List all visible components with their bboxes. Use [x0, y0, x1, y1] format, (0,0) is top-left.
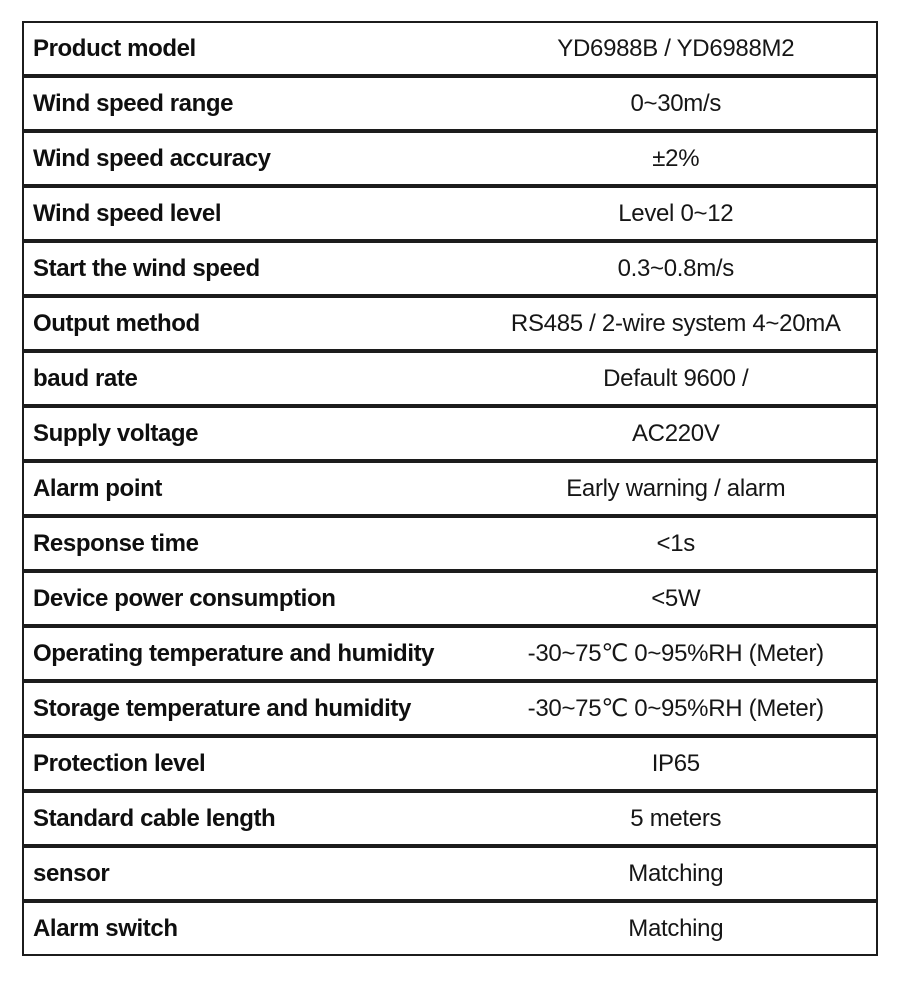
table-row	[22, 681, 878, 736]
spec-label: Storage temperature and humidity	[33, 694, 411, 722]
spec-value: <1s	[656, 529, 695, 557]
spec-label: baud rate	[33, 364, 138, 392]
spec-value: IP65	[651, 749, 700, 777]
table-row	[22, 626, 878, 681]
table-row	[22, 846, 878, 901]
spec-label: Operating temperature and humidity	[33, 639, 435, 667]
spec-value: <5W	[651, 584, 701, 612]
table-row	[22, 131, 878, 186]
table-row	[22, 406, 878, 461]
spec-label: Product model	[33, 34, 196, 62]
spec-value: YD6988B / YD6988M2	[557, 34, 795, 62]
table-row	[22, 901, 878, 956]
spec-label: Alarm switch	[33, 914, 178, 942]
table-row	[22, 296, 878, 351]
spec-label: Start the wind speed	[33, 254, 260, 282]
spec-value: 5 meters	[630, 804, 722, 832]
spec-value: Default 9600 /	[603, 364, 749, 392]
spec-label: Wind speed accuracy	[33, 144, 271, 172]
spec-value: Level 0~12	[618, 199, 734, 227]
spec-label: Response time	[33, 529, 199, 557]
spec-label: Wind speed level	[33, 199, 222, 227]
table-row	[22, 516, 878, 571]
spec-label: Supply voltage	[33, 419, 199, 447]
table-row	[22, 351, 878, 406]
table-row	[22, 736, 878, 791]
spec-value: 0.3~0.8m/s	[617, 254, 734, 282]
spec-value: Matching	[628, 859, 724, 887]
table-row	[22, 21, 878, 76]
spec-value: AC220V	[631, 419, 720, 447]
spec-table	[22, 21, 878, 956]
spec-value: RS485 / 2-wire system 4~20mA	[510, 309, 841, 337]
spec-label: Protection level	[33, 749, 206, 777]
spec-label: Wind speed range	[33, 89, 234, 117]
table-row	[22, 791, 878, 846]
spec-value: ±2%	[652, 144, 700, 172]
spec-label: Standard cable length	[33, 804, 276, 832]
table-row	[22, 186, 878, 241]
table-row	[22, 461, 878, 516]
spec-label: sensor	[33, 859, 110, 887]
table-row	[22, 241, 878, 296]
table-row	[22, 571, 878, 626]
table-row	[22, 76, 878, 131]
spec-value: -30~75℃ 0~95%RH (Meter)	[527, 640, 824, 667]
spec-label: Device power consumption	[33, 584, 336, 612]
spec-value: -30~75℃ 0~95%RH (Meter)	[527, 695, 824, 722]
spec-label: Alarm point	[33, 474, 162, 502]
spec-value: 0~30m/s	[630, 89, 722, 117]
spec-value: Matching	[628, 914, 724, 942]
spec-value: Early warning / alarm	[566, 474, 786, 502]
spec-label: Output method	[33, 309, 200, 337]
